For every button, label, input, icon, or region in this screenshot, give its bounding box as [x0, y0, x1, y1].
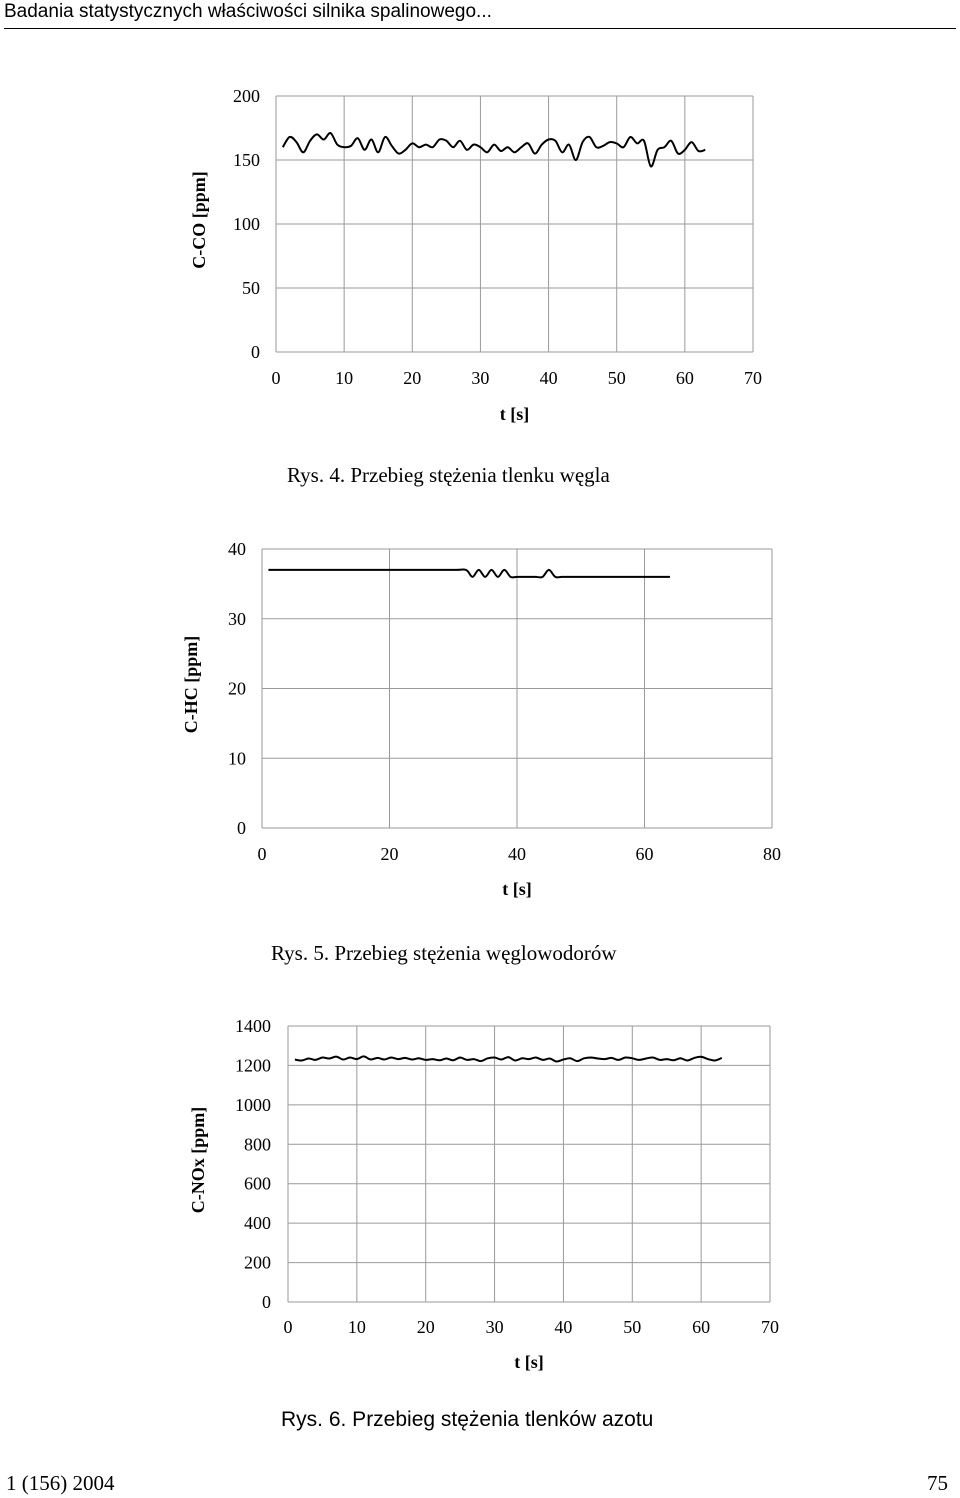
y-tick-label: 50	[242, 278, 260, 298]
series-line	[295, 1056, 722, 1061]
page-number: 75	[927, 1471, 948, 1495]
x-tick-label: 80	[763, 844, 781, 864]
y-tick-label: 20	[228, 678, 246, 699]
x-tick-label: 10	[347, 1317, 366, 1337]
x-tick-label: 10	[335, 368, 354, 388]
y-tick-label: 1200	[235, 1055, 271, 1076]
series-line	[283, 133, 706, 166]
x-tick-label: 40	[554, 1317, 573, 1337]
y-axis-label: C-CO [ppm]	[189, 171, 209, 269]
x-tick-label: 0	[271, 368, 281, 388]
y-tick-label: 100	[233, 214, 260, 234]
issue-number: 1 (156) 2004	[6, 1471, 115, 1495]
x-tick-label: 60	[675, 368, 694, 388]
y-tick-label: 200	[244, 1252, 271, 1273]
y-axis-label: C-NOx [ppm]	[188, 1106, 208, 1214]
grid-lines	[276, 96, 753, 352]
x-tick-label: 60	[692, 1317, 711, 1337]
x-axis-label: t [s]	[499, 404, 530, 424]
y-tick-label: 200	[233, 86, 260, 106]
x-tick-label: 40	[508, 844, 526, 864]
x-tick-label: 20	[403, 368, 422, 388]
y-tick-label: 0	[262, 1292, 271, 1312]
x-tick-label: 70	[761, 1317, 779, 1337]
grid-lines	[262, 549, 772, 828]
y-tick-label: 800	[244, 1134, 271, 1155]
x-tick-label: 60	[635, 844, 654, 864]
series-line	[268, 569, 670, 577]
x-tick-label: 20	[416, 1317, 435, 1337]
y-tick-label: 40	[228, 539, 246, 559]
y-tick-label: 0	[237, 818, 246, 838]
x-tick-label: 70	[744, 368, 762, 388]
x-tick-label: 20	[380, 844, 399, 864]
figure-4-caption: Rys. 4. Przebieg stężenia tlenku węgla	[287, 463, 610, 487]
figure-6-caption: Rys. 6. Przebieg stężenia tlenków azotu	[281, 1408, 654, 1431]
running-header: Badania statystycznych właściwości silnika spalinowego...	[4, 1, 492, 22]
x-tick-label: 0	[283, 1317, 293, 1337]
x-tick-label: 50	[607, 368, 626, 388]
grid-lines	[288, 1026, 770, 1302]
figure-5-caption: Rys. 5. Przebieg stężenia węglowodorów	[271, 941, 617, 965]
y-tick-label: 0	[251, 342, 260, 362]
header-rule	[4, 28, 956, 29]
nox-concentration-chart	[0, 1010, 960, 1390]
hc-concentration-chart	[0, 530, 960, 910]
x-tick-label: 50	[623, 1317, 642, 1337]
x-tick-label: 30	[485, 1317, 504, 1337]
y-tick-label: 30	[228, 608, 246, 629]
y-tick-label: 150	[233, 150, 260, 170]
y-tick-label: 1000	[235, 1094, 271, 1115]
co-concentration-chart	[0, 80, 960, 440]
y-axis-label: C-HC [ppm]	[181, 635, 201, 734]
x-tick-label: 0	[257, 844, 267, 864]
x-tick-label: 40	[539, 368, 558, 388]
x-axis-label: t [s]	[502, 879, 532, 899]
x-axis-label: t [s]	[514, 1352, 544, 1372]
y-tick-label: 600	[244, 1173, 271, 1194]
y-tick-label: 400	[244, 1213, 271, 1234]
x-tick-label: 30	[471, 368, 490, 388]
y-tick-label: 1400	[235, 1016, 271, 1036]
y-tick-label: 10	[228, 748, 246, 769]
